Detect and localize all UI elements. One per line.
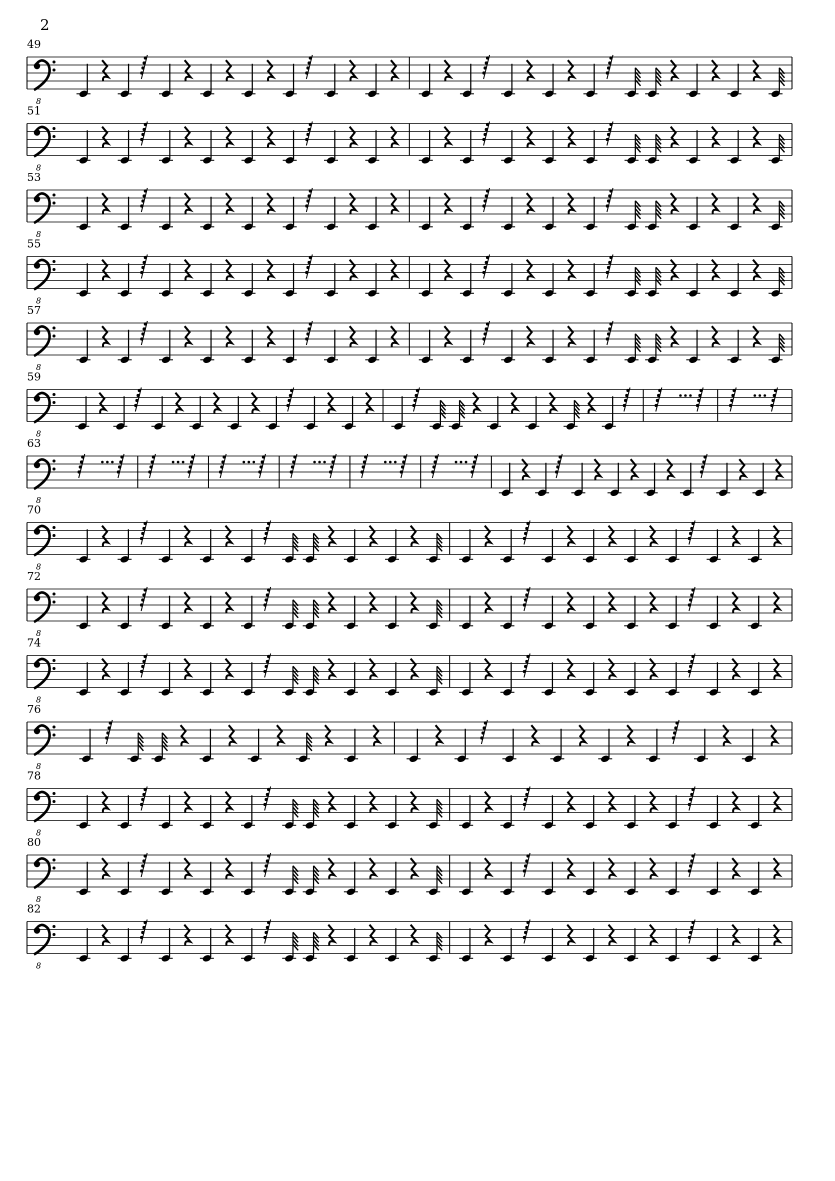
quarter-rest bbox=[102, 592, 108, 613]
quarter-rest bbox=[568, 326, 574, 347]
bass-clef-dot bbox=[53, 61, 56, 64]
bass-clef bbox=[34, 462, 40, 468]
quarter-rest bbox=[102, 792, 108, 813]
quarter-rest bbox=[567, 925, 573, 946]
quarter-rest bbox=[485, 925, 491, 946]
clef-octave-mark: 8 bbox=[36, 629, 42, 638]
clef-octave-mark: 8 bbox=[36, 296, 42, 306]
staff-system bbox=[27, 836, 792, 904]
bass-clef-dot bbox=[53, 734, 56, 737]
quarter-rest bbox=[184, 659, 190, 680]
bass-clef-dot bbox=[53, 260, 56, 263]
quarter-rest bbox=[391, 193, 397, 214]
bass-clef-dot bbox=[53, 933, 56, 936]
quarter-rest bbox=[568, 60, 574, 81]
quarter-rest bbox=[485, 792, 491, 813]
quarter-rest bbox=[753, 127, 759, 148]
dot bbox=[389, 461, 392, 464]
quarter-rest bbox=[567, 659, 573, 680]
quarter-rest bbox=[213, 393, 219, 414]
quarter-rest bbox=[732, 592, 738, 613]
quarter-rest bbox=[712, 326, 718, 347]
quarter-rest bbox=[350, 193, 356, 214]
bass-clef bbox=[34, 329, 40, 335]
bass-clef bbox=[34, 129, 40, 135]
dot bbox=[465, 461, 468, 464]
quarter-rest bbox=[411, 659, 417, 680]
quarter-rest bbox=[723, 725, 729, 746]
quarter-rest bbox=[712, 127, 718, 148]
clef-octave-mark: 8 bbox=[36, 496, 42, 505]
quarter-rest bbox=[369, 592, 375, 613]
quarter-rest bbox=[391, 127, 397, 148]
bass-clef-dot bbox=[53, 69, 56, 72]
clef-octave-mark: 8 bbox=[36, 695, 42, 705]
dot bbox=[313, 461, 316, 464]
measure-number: 53 bbox=[27, 171, 41, 184]
quarter-rest bbox=[411, 792, 417, 813]
quarter-rest bbox=[444, 60, 450, 81]
clef-octave-mark: 8 bbox=[36, 97, 42, 106]
quarter-rest bbox=[774, 659, 780, 680]
measure-number: 72 bbox=[27, 570, 41, 583]
bass-clef-dot bbox=[53, 468, 56, 471]
quarter-rest bbox=[328, 526, 334, 547]
quarter-rest bbox=[229, 725, 235, 746]
quarter-rest bbox=[753, 60, 759, 81]
dot bbox=[248, 461, 251, 464]
quarter-rest bbox=[579, 725, 585, 746]
quarter-rest bbox=[650, 792, 656, 813]
bass-clef-dot bbox=[53, 800, 56, 803]
quarter-rest bbox=[650, 526, 656, 547]
bass-clef-dot bbox=[53, 659, 56, 662]
quarter-rest bbox=[102, 925, 108, 946]
quarter-rest bbox=[776, 459, 782, 480]
quarter-rest bbox=[671, 326, 677, 347]
dot bbox=[111, 461, 114, 464]
quarter-rest bbox=[671, 260, 677, 281]
quarter-rest bbox=[567, 792, 573, 813]
quarter-rest bbox=[527, 127, 533, 148]
quarter-rest bbox=[184, 592, 190, 613]
quarter-rest bbox=[328, 792, 334, 813]
dot bbox=[759, 394, 762, 397]
quarter-rest bbox=[277, 725, 283, 746]
bass-clef bbox=[34, 262, 40, 268]
quarter-rest bbox=[588, 393, 594, 414]
dot bbox=[754, 394, 757, 397]
quarter-rest bbox=[485, 592, 491, 613]
bass-clef bbox=[34, 595, 40, 601]
quarter-rest bbox=[712, 193, 718, 214]
bass-clef-dot bbox=[53, 867, 56, 870]
quarter-rest bbox=[522, 459, 528, 480]
quarter-rest bbox=[225, 925, 231, 946]
quarter-rest bbox=[609, 659, 615, 680]
quarter-rest bbox=[732, 526, 738, 547]
quarter-rest bbox=[350, 127, 356, 148]
quarter-rest bbox=[631, 459, 637, 480]
staff-system bbox=[27, 38, 792, 106]
measure-number: 74 bbox=[27, 636, 41, 650]
quarter-rest bbox=[184, 526, 190, 547]
quarter-rest bbox=[671, 193, 677, 214]
quarter-rest bbox=[732, 792, 738, 813]
dot bbox=[177, 461, 180, 464]
quarter-rest bbox=[527, 260, 533, 281]
quarter-rest bbox=[185, 60, 191, 81]
quarter-rest bbox=[444, 127, 450, 148]
quarter-rest bbox=[184, 792, 190, 813]
bass-clef-dot bbox=[53, 202, 56, 205]
quarter-rest bbox=[184, 858, 190, 879]
dot bbox=[679, 394, 682, 397]
bass-clef-dot bbox=[53, 526, 56, 529]
quarter-rest bbox=[609, 526, 615, 547]
quarter-rest bbox=[267, 60, 273, 81]
quarter-rest bbox=[350, 326, 356, 347]
quarter-rest bbox=[175, 393, 181, 414]
bass-clef-dot bbox=[53, 194, 56, 197]
dot bbox=[764, 394, 767, 397]
quarter-rest bbox=[102, 260, 108, 281]
dot bbox=[323, 461, 326, 464]
staff-system bbox=[27, 903, 792, 971]
quarter-rest bbox=[328, 592, 334, 613]
quarter-rest bbox=[411, 526, 417, 547]
quarter-rest bbox=[411, 858, 417, 879]
quarter-rest bbox=[185, 326, 191, 347]
quarter-rest bbox=[225, 592, 231, 613]
measure-number: 55 bbox=[27, 237, 41, 251]
quarter-rest bbox=[527, 193, 533, 214]
quarter-rest bbox=[485, 659, 491, 680]
quarter-rest bbox=[369, 526, 375, 547]
staff-system bbox=[27, 171, 792, 239]
quarter-rest bbox=[225, 526, 231, 547]
quarter-rest bbox=[712, 60, 718, 81]
quarter-rest bbox=[650, 858, 656, 879]
quarter-rest bbox=[667, 459, 673, 480]
quarter-rest bbox=[411, 592, 417, 613]
dot bbox=[460, 461, 463, 464]
quarter-rest bbox=[328, 659, 334, 680]
staff-system bbox=[27, 770, 792, 838]
quarter-rest bbox=[366, 393, 372, 414]
dot bbox=[394, 461, 397, 464]
quarter-rest bbox=[531, 725, 537, 746]
measure-number: 59 bbox=[27, 370, 41, 384]
bass-clef-dot bbox=[53, 460, 56, 463]
quarter-rest bbox=[184, 925, 190, 946]
quarter-rest bbox=[650, 659, 656, 680]
quarter-rest bbox=[185, 260, 191, 281]
dot bbox=[689, 394, 692, 397]
clef-octave-mark: 8 bbox=[36, 163, 42, 173]
quarter-rest bbox=[771, 725, 777, 746]
quarter-rest bbox=[473, 393, 479, 414]
quarter-rest bbox=[609, 858, 615, 879]
quarter-rest bbox=[712, 260, 718, 281]
clef-octave-mark: 8 bbox=[36, 762, 42, 771]
quarter-rest bbox=[226, 260, 232, 281]
quarter-rest bbox=[527, 60, 533, 81]
bass-clef-dot bbox=[53, 859, 56, 862]
dot bbox=[172, 461, 175, 464]
quarter-rest bbox=[567, 592, 573, 613]
quarter-rest bbox=[225, 858, 231, 879]
quarter-rest bbox=[350, 60, 356, 81]
staff-system bbox=[27, 238, 792, 306]
quarter-rest bbox=[267, 127, 273, 148]
dot bbox=[455, 461, 458, 464]
quarter-rest bbox=[226, 60, 232, 81]
quarter-rest bbox=[369, 858, 375, 879]
staff-system bbox=[27, 637, 792, 705]
quarter-rest bbox=[102, 326, 108, 347]
bass-clef bbox=[34, 861, 40, 867]
quarter-rest bbox=[267, 260, 273, 281]
bass-clef bbox=[34, 661, 40, 667]
staff-system bbox=[27, 570, 792, 638]
bass-clef-dot bbox=[53, 335, 56, 338]
quarter-rest bbox=[225, 792, 231, 813]
quarter-rest bbox=[226, 127, 232, 148]
quarter-rest bbox=[252, 393, 258, 414]
page-number: 2 bbox=[40, 16, 50, 34]
quarter-rest bbox=[567, 526, 573, 547]
quarter-rest bbox=[753, 326, 759, 347]
quarter-rest bbox=[671, 60, 677, 81]
quarter-rest bbox=[609, 925, 615, 946]
quarter-rest bbox=[102, 526, 108, 547]
quarter-rest bbox=[650, 925, 656, 946]
bass-clef-dot bbox=[53, 925, 56, 928]
bass-clef-dot bbox=[53, 601, 56, 604]
quarter-rest bbox=[568, 127, 574, 148]
quarter-rest bbox=[226, 326, 232, 347]
quarter-rest bbox=[369, 925, 375, 946]
quarter-rest bbox=[568, 193, 574, 214]
quarter-rest bbox=[391, 326, 397, 347]
quarter-rest bbox=[627, 725, 633, 746]
clef-octave-mark: 8 bbox=[36, 562, 42, 572]
bass-clef-dot bbox=[53, 792, 56, 795]
quarter-rest bbox=[527, 326, 533, 347]
bass-clef bbox=[34, 528, 40, 534]
dot bbox=[182, 461, 185, 464]
quarter-rest bbox=[549, 393, 555, 414]
measure-number: 76 bbox=[27, 703, 41, 716]
dot bbox=[318, 461, 321, 464]
quarter-rest bbox=[328, 393, 334, 414]
clef-octave-mark: 8 bbox=[36, 429, 42, 439]
measure-number: 82 bbox=[27, 902, 41, 916]
quarter-rest bbox=[774, 526, 780, 547]
staff-system bbox=[27, 437, 792, 505]
bass-clef-dot bbox=[53, 667, 56, 670]
measure-number: 57 bbox=[27, 304, 41, 317]
quarter-rest bbox=[739, 459, 745, 480]
quarter-rest bbox=[567, 858, 573, 879]
quarter-rest bbox=[328, 858, 334, 879]
bass-clef bbox=[34, 63, 40, 69]
quarter-rest bbox=[102, 659, 108, 680]
measure-number: 78 bbox=[27, 769, 41, 783]
quarter-rest bbox=[373, 725, 379, 746]
quarter-rest bbox=[485, 526, 491, 547]
bass-clef-dot bbox=[53, 534, 56, 537]
quarter-rest bbox=[732, 659, 738, 680]
dot bbox=[243, 461, 246, 464]
bass-clef-dot bbox=[53, 327, 56, 330]
measure-number: 80 bbox=[27, 836, 41, 849]
quarter-rest bbox=[102, 127, 108, 148]
bass-clef-dot bbox=[53, 268, 56, 271]
bass-clef-dot bbox=[53, 127, 56, 130]
quarter-rest bbox=[267, 326, 273, 347]
quarter-rest bbox=[225, 659, 231, 680]
quarter-rest bbox=[436, 725, 442, 746]
quarter-rest bbox=[185, 193, 191, 214]
quarter-rest bbox=[774, 592, 780, 613]
quarter-rest bbox=[732, 925, 738, 946]
dot bbox=[106, 461, 109, 464]
quarter-rest bbox=[325, 725, 331, 746]
staff-system bbox=[27, 371, 792, 439]
bass-clef bbox=[34, 728, 40, 734]
quarter-rest bbox=[226, 193, 232, 214]
quarter-rest bbox=[568, 260, 574, 281]
bass-clef-dot bbox=[53, 393, 56, 396]
quarter-rest bbox=[444, 193, 450, 214]
staff-system bbox=[27, 304, 792, 372]
quarter-rest bbox=[267, 193, 273, 214]
measure-number: 63 bbox=[27, 437, 41, 450]
quarter-rest bbox=[444, 260, 450, 281]
dot bbox=[253, 461, 256, 464]
quarter-rest bbox=[774, 925, 780, 946]
quarter-rest bbox=[102, 858, 108, 879]
quarter-rest bbox=[328, 925, 334, 946]
staff-systems bbox=[27, 38, 792, 971]
bass-clef bbox=[34, 794, 40, 800]
staff-system bbox=[27, 105, 792, 173]
bass-clef-dot bbox=[53, 135, 56, 138]
quarter-rest bbox=[369, 792, 375, 813]
clef-octave-mark: 8 bbox=[36, 230, 42, 239]
quarter-rest bbox=[444, 326, 450, 347]
quarter-rest bbox=[594, 459, 600, 480]
clef-octave-mark: 8 bbox=[36, 895, 42, 904]
bass-clef bbox=[34, 196, 40, 202]
quarter-rest bbox=[650, 592, 656, 613]
dot bbox=[684, 394, 687, 397]
quarter-rest bbox=[753, 193, 759, 214]
quarter-rest bbox=[732, 858, 738, 879]
quarter-rest bbox=[753, 260, 759, 281]
bass-clef bbox=[34, 395, 40, 401]
quarter-rest bbox=[774, 792, 780, 813]
quarter-rest bbox=[411, 925, 417, 946]
quarter-rest bbox=[185, 127, 191, 148]
quarter-rest bbox=[511, 393, 517, 414]
quarter-rest bbox=[774, 858, 780, 879]
quarter-rest bbox=[102, 193, 108, 214]
clef-octave-mark: 8 bbox=[36, 961, 42, 971]
dot bbox=[384, 461, 387, 464]
measure-number: 70 bbox=[27, 503, 41, 517]
quarter-rest bbox=[99, 393, 105, 414]
bass-clef bbox=[34, 927, 40, 933]
dot bbox=[101, 461, 104, 464]
quarter-rest bbox=[369, 659, 375, 680]
clef-octave-mark: 8 bbox=[36, 363, 42, 372]
quarter-rest bbox=[181, 725, 187, 746]
staff-system bbox=[27, 504, 792, 572]
quarter-rest bbox=[391, 60, 397, 81]
measure-number: 49 bbox=[27, 38, 41, 51]
quarter-rest bbox=[391, 260, 397, 281]
staff-system bbox=[27, 703, 792, 771]
quarter-rest bbox=[671, 127, 677, 148]
bass-clef-dot bbox=[53, 726, 56, 729]
bass-clef-dot bbox=[53, 593, 56, 596]
quarter-rest bbox=[609, 792, 615, 813]
quarter-rest bbox=[102, 60, 108, 81]
bass-clef-dot bbox=[53, 401, 56, 404]
clef-octave-mark: 8 bbox=[36, 828, 42, 838]
quarter-rest bbox=[485, 858, 491, 879]
quarter-rest bbox=[350, 260, 356, 281]
quarter-rest bbox=[609, 592, 615, 613]
measure-number: 51 bbox=[27, 104, 41, 118]
